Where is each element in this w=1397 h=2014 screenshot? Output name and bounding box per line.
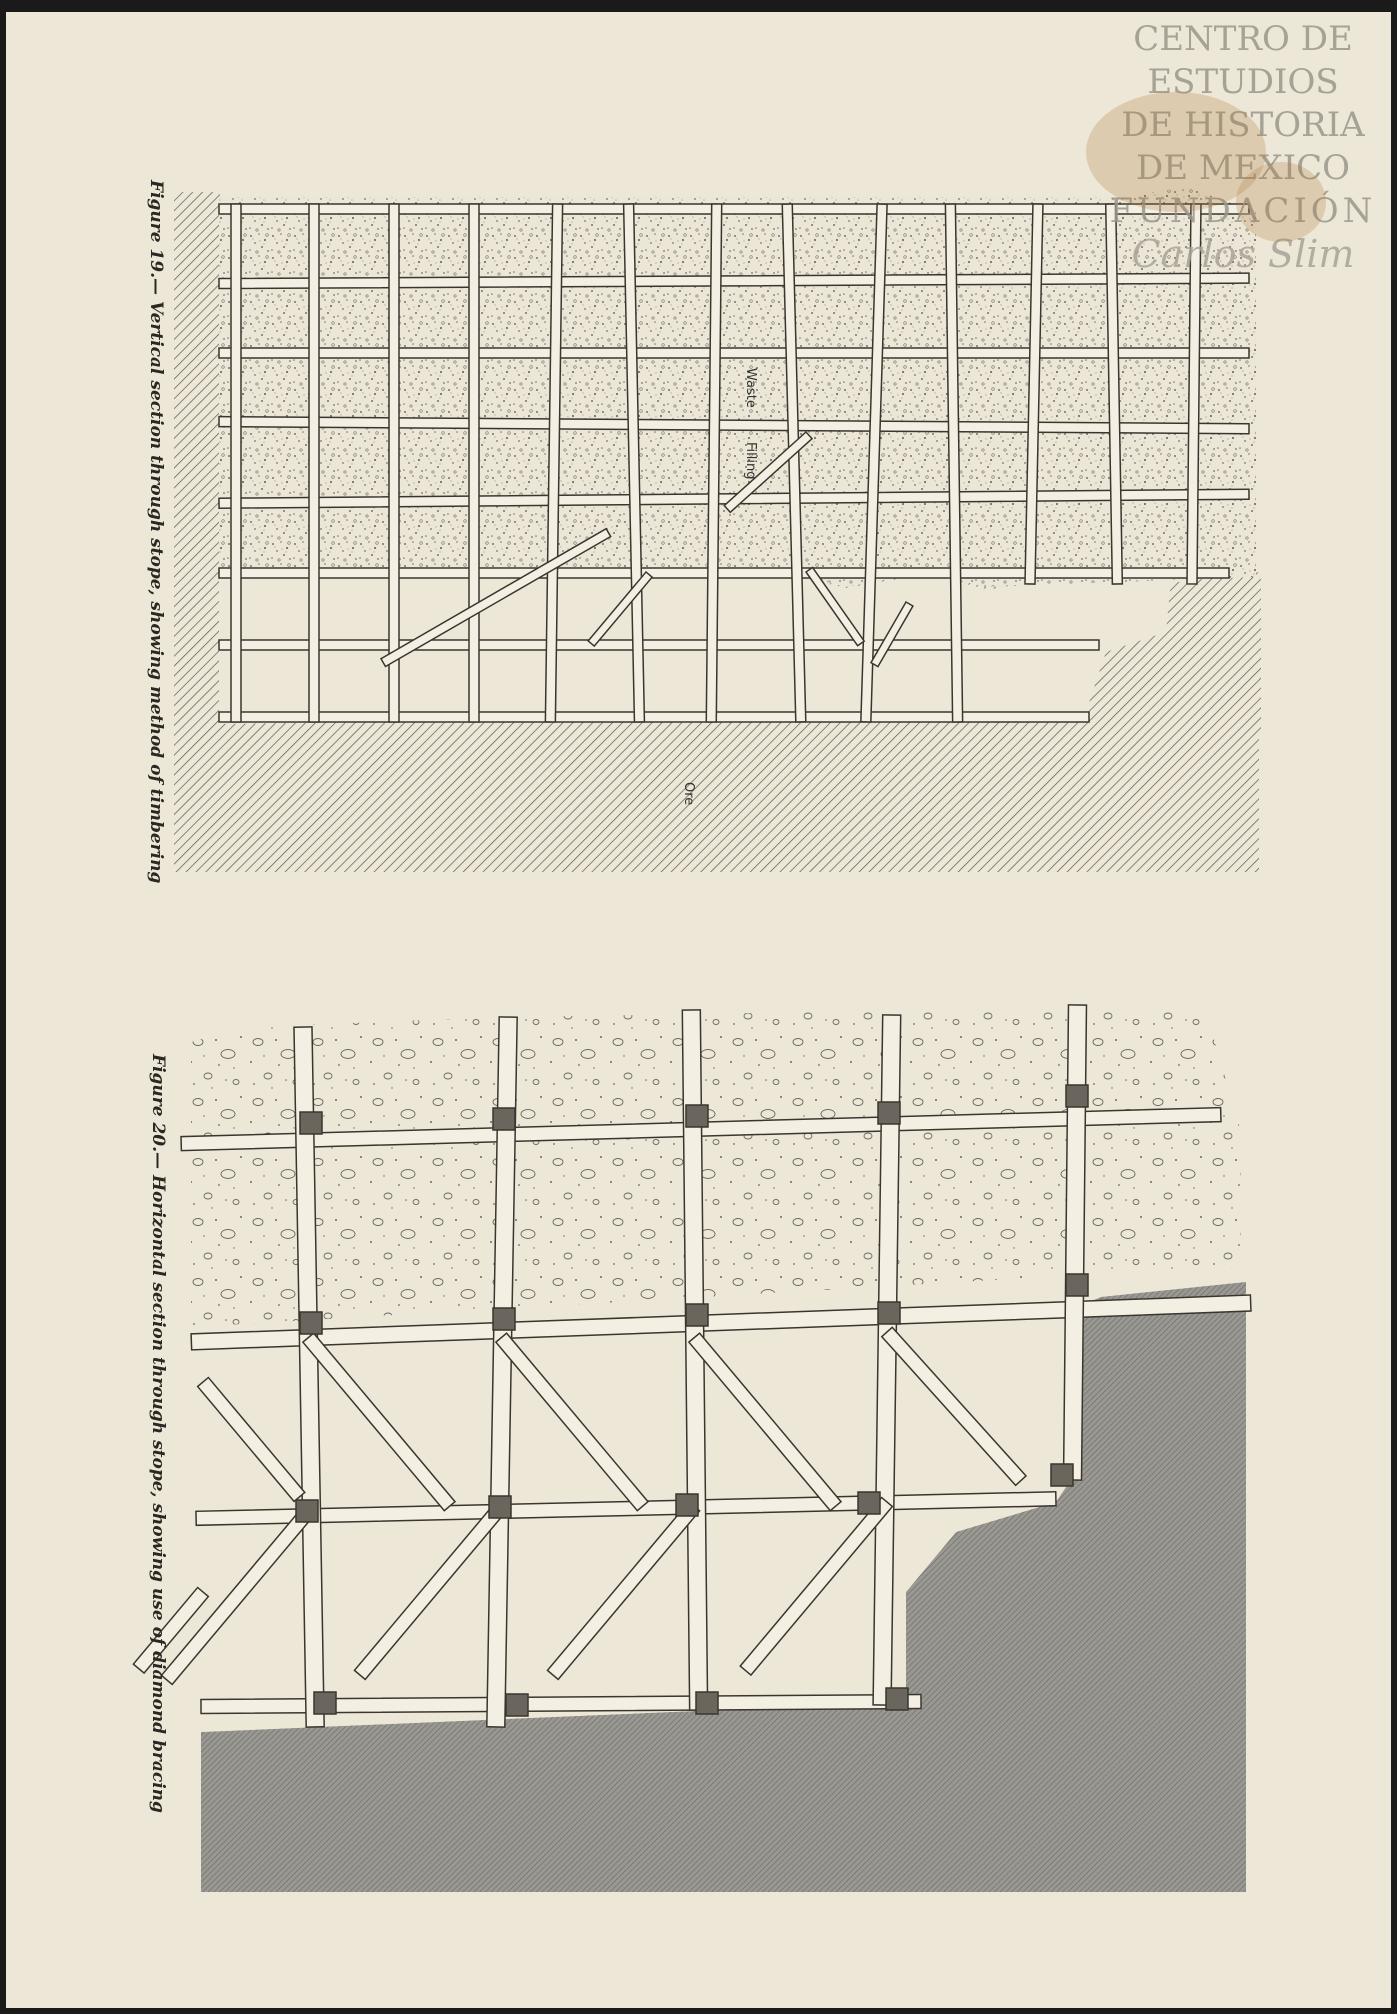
watermark-line-4: DE MEXICO — [1135, 148, 1351, 188]
waste-label: Waste — [743, 368, 758, 408]
figure-19-caption: Figure 19.— Vertical section through stope, showing method of timbering — [146, 180, 166, 884]
watermark-line-2: ESTUDIOS — [1147, 62, 1339, 102]
figure-19-drawing — [174, 187, 1261, 872]
paper-stain — [1236, 162, 1326, 242]
illustration-sheet — [6, 12, 1391, 2008]
figure-20-drawing — [133, 1005, 1251, 1892]
ore-label: Ore — [681, 782, 696, 806]
watermark-signature: Carlos Slim — [1131, 232, 1355, 276]
filling-label: Filling — [743, 442, 758, 480]
waste-filling-area — [219, 187, 1256, 587]
figure-20-caption: Figure 20.— Horizontal section through stope, showing use of diamond bracing — [148, 1054, 168, 1813]
watermark-line-5: FUNDACIÓN — [1109, 191, 1377, 231]
watermark-line-3: DE HISTORIA — [1121, 105, 1365, 145]
scanned-page — [6, 12, 1391, 2008]
watermark-line-1: CENTRO DE — [1133, 19, 1353, 59]
